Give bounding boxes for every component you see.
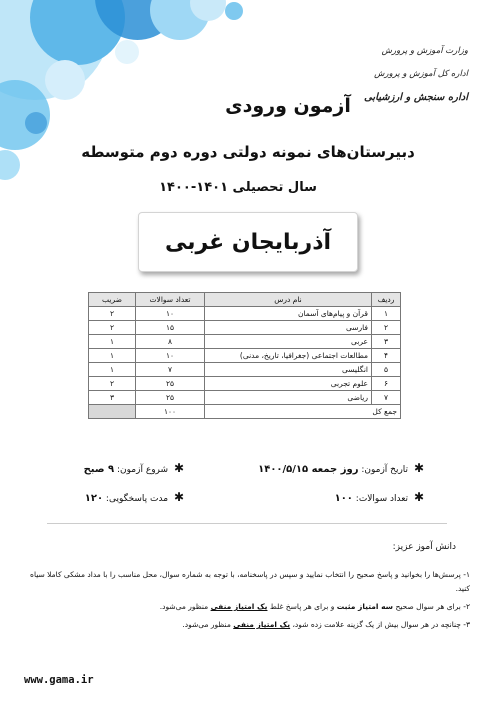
table-row xyxy=(89,377,401,391)
question-count xyxy=(335,490,424,504)
academic-year: سال تحصیلی ۱۴۰۱-۱۴۰۰ xyxy=(159,180,317,195)
asterisk-icon: ✱ xyxy=(173,490,184,504)
instruction-1: ۱- پرسش‌ها را بخوانید و پاسخ صحیح را انتخاب نمایید و سپس در پاسخنامه، با توجه به شماره سوال، محل مناسب را با مداد مشکی کاملا سیاه کنید. xyxy=(30,570,470,593)
negative-score-text: یک امتیاز منفی xyxy=(210,602,268,611)
subject-name-cell: انگلیسی xyxy=(205,363,372,377)
subject-name-cell: ریاضی xyxy=(205,391,372,405)
question-count-cell: ۲۵ xyxy=(136,377,205,391)
instruction-2-text: و برای هر پاسخ غلط xyxy=(269,602,335,611)
coefficient-cell: ۲ xyxy=(89,377,136,391)
table-header-row xyxy=(89,293,401,307)
website-link[interactable]: www.gama.ir xyxy=(24,674,94,686)
row-number-cell: ۳ xyxy=(372,335,401,349)
positive-score-text: سه امتیاز مثبت xyxy=(336,602,394,611)
bubble xyxy=(115,40,139,64)
row-number-cell: ۷ xyxy=(372,391,401,405)
asterisk-icon: ✱ xyxy=(173,461,184,475)
question-count-label: تعداد سوالات: xyxy=(355,494,409,504)
answer-duration-value: ۱۲۰ xyxy=(84,493,104,504)
question-count-cell: ۷ xyxy=(136,363,205,377)
coefficient-cell: ۱ xyxy=(89,335,136,349)
instruction-2-text: ۲- برای هر سوال صحیح xyxy=(395,602,470,611)
col-header-question-count: تعداد سوالات xyxy=(136,293,205,307)
subject-name-cell: قرآن و پیام‌های آسمان xyxy=(205,307,372,321)
table-row xyxy=(89,391,401,405)
total-empty-cell xyxy=(89,405,136,419)
answer-duration-label: مدت پاسخگویی: xyxy=(105,494,169,504)
question-count-cell: ۱۵ xyxy=(136,321,205,335)
instruction-2-text: منظور می‌شود. xyxy=(159,602,209,611)
subject-name-cell: فارسی xyxy=(205,321,372,335)
question-count-cell: ۲۵ xyxy=(136,391,205,405)
page-subtitle: دبیرستان‌های نمونه دولتی دوره دوم متوسطه xyxy=(81,143,415,161)
subject-name-cell: عربی xyxy=(205,335,372,349)
question-count-cell: ۱۰ xyxy=(136,349,205,363)
greeting: دانش آموز عزیز: xyxy=(392,542,456,552)
exam-start xyxy=(84,461,184,475)
coefficient-cell: ۲ xyxy=(89,321,136,335)
instructions xyxy=(24,568,470,636)
general-office-line: اداره کل آموزش و پرورش xyxy=(374,69,468,79)
coefficient-cell: ۳ xyxy=(89,391,136,405)
table-row xyxy=(89,307,401,321)
question-count-cell: ۸ xyxy=(136,335,205,349)
subject-name-cell: علوم تجربی xyxy=(205,377,372,391)
bubble xyxy=(45,60,85,100)
exam-date-label: تاریخ آزمون: xyxy=(361,465,409,475)
total-value: ۱۰۰ xyxy=(136,405,205,419)
negative-score-text: یک امتیاز منفی xyxy=(233,620,291,629)
col-header-row-number: ردیف xyxy=(372,293,401,307)
row-number-cell: ۵ xyxy=(372,363,401,377)
coefficient-cell: ۲ xyxy=(89,307,136,321)
table-total-row xyxy=(89,405,401,419)
asterisk-icon: ✱ xyxy=(413,461,424,475)
asterisk-icon: ✱ xyxy=(413,490,424,504)
table-row xyxy=(89,349,401,363)
row-number-cell: ۴ xyxy=(372,349,401,363)
instruction-3-text: منظور می‌شود. xyxy=(182,620,231,629)
question-count-cell: ۱۰ xyxy=(136,307,205,321)
instruction-3 xyxy=(24,618,470,632)
coefficient-cell: ۱ xyxy=(89,363,136,377)
instruction-2 xyxy=(24,600,470,614)
total-label: جمع کل xyxy=(205,405,401,419)
exam-start-label: شروع آزمون: xyxy=(117,465,169,475)
col-header-coefficient: ضریب xyxy=(89,293,136,307)
bubble xyxy=(225,2,243,20)
region-name: آذربایجان غربی xyxy=(164,229,332,255)
instruction-3-text: ۳- چنانچه در هر سوال بیش از یک گزینه علامت زده شود، xyxy=(292,620,470,629)
divider xyxy=(47,523,447,524)
col-header-subject: نام درس xyxy=(205,293,372,307)
answer-duration xyxy=(85,490,184,504)
exam-start-value: ۹ صبح xyxy=(83,464,115,475)
page-title: آزمون ورودی xyxy=(225,95,351,117)
exam-date-value: روز جمعه ۱۴۰۰/۵/۱۵ xyxy=(258,464,359,475)
row-number-cell: ۱ xyxy=(372,307,401,321)
subjects-table xyxy=(88,292,401,419)
office-line: اداره سنجش و ارزشیابی xyxy=(364,92,468,103)
question-count-value: ۱۰۰ xyxy=(334,493,353,504)
coefficient-cell: ۱ xyxy=(89,349,136,363)
table-row xyxy=(89,335,401,349)
table-row xyxy=(89,363,401,377)
ministry-line: وزارت آموزش و پرورش xyxy=(381,46,468,56)
region-box xyxy=(138,212,358,272)
row-number-cell: ۲ xyxy=(372,321,401,335)
row-number-cell: ۶ xyxy=(372,377,401,391)
table-row xyxy=(89,321,401,335)
exam-date xyxy=(258,461,424,475)
subject-name-cell: مطالعات اجتماعی (جغرافیا، تاریخ، مدنی) xyxy=(205,349,372,363)
